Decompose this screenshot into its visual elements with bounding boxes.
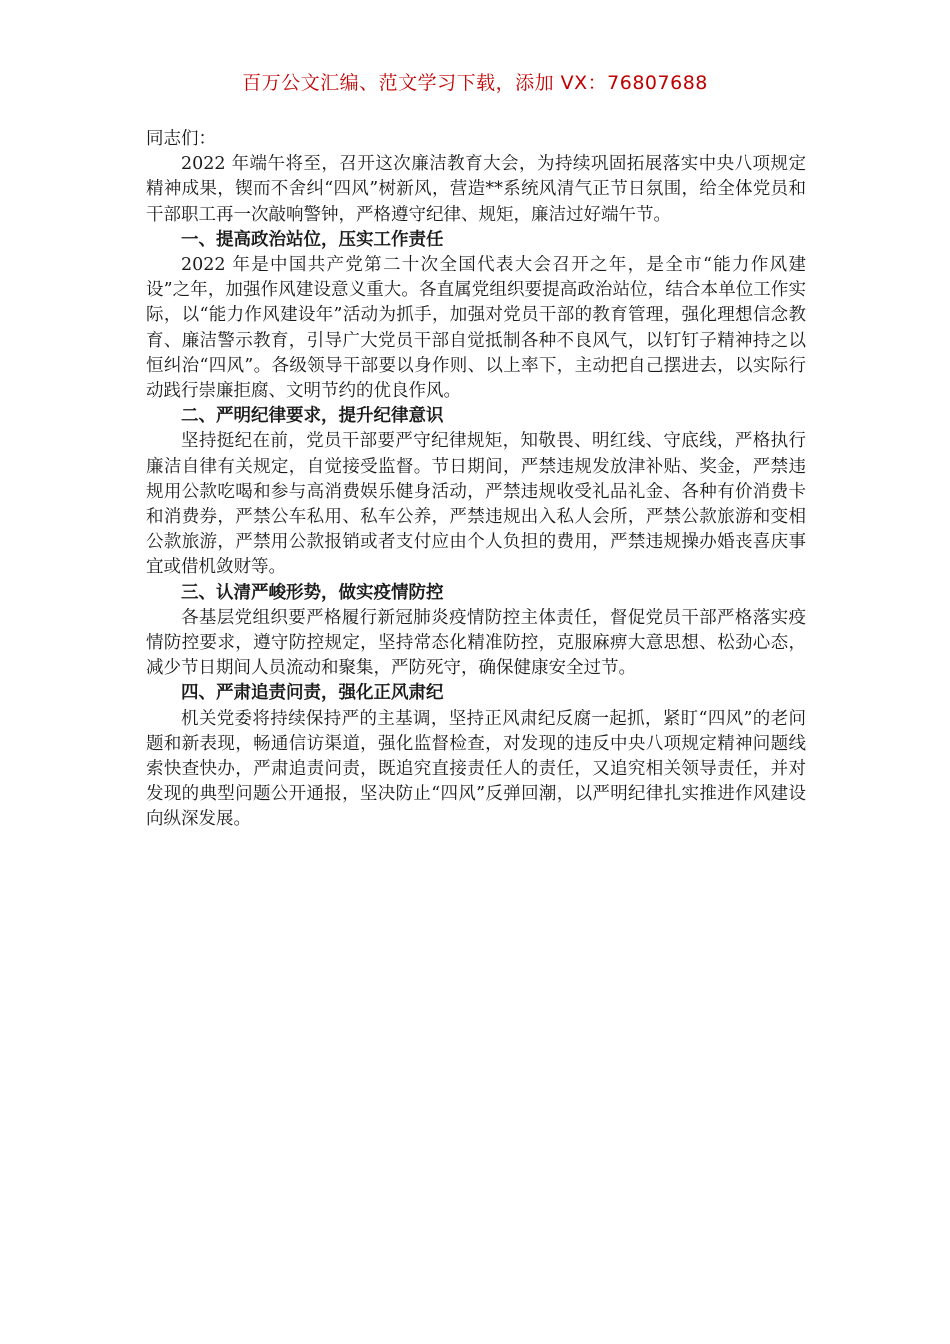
section-heading-2: 二、严明纪律要求，提升纪律意识: [181, 406, 444, 427]
header-banner: 百万公文汇编、范文学习下载，添加 VX：76807688: [242, 72, 708, 94]
section-body-1: 2022 年是中国共产党第二十次全国代表大会召开之年，是全市“能力作风建设”之年，加强作风建设意义重大。各直属党组织要提高政治站位，结合本单位工作实际，以“能力作风建设年”活动为抓手，加强对党员干部的教育管理，强化理想信念教育、廉洁警示教育，引导广大党员干部自觉抵制各种不良风气，以钉钉子精神持之以恒纠治“四风”。各级领导干部要以身作则、以上率下，主动把自己摆进去，以实际行动践行崇廉拒腐、文明节约的优良作风。: [146, 255, 806, 402]
section-body-3: 各基层党组织要严格履行新冠肺炎疫情防控主体责任，督促党员干部严格落实疫情防控要求，遵守防控规定，坚持常态化精准防控，克服麻痹大意思想、松劲心态，减少节日期间人员流动和聚集，严防死守，确保健康安全过节。: [146, 607, 806, 679]
section-heading-4: 四、严肃追责问责，强化正风肃纪: [181, 683, 444, 704]
section-body-2: 坚持挺纪在前，党员干部要严守纪律规矩，知敬畏、明红线、守底线，严格执行廉洁自律有关规定，自觉接受监督。节日期间，严禁违规发放津补贴、奖金，严禁违规用公款吃喝和参与高消费娱乐健身活动，严禁违规收受礼品礼金、各种有价消费卡和消费券，严禁公车私用、私车公养，严禁违规出入私人会所，严禁公款旅游和变相公款旅游，严禁用公款报销或者支付应由个人负担的费用，严禁违规操办婚丧喜庆事宜或借机敛财等。: [146, 431, 806, 578]
section-body-4: 机关党委将持续保持严的主基调，坚持正风肃纪反腐一起抓，紧盯“四风”的老问题和新表现，畅通信访渠道，强化监督检查，对发现的违反中央八项规定精神问题线索快查快办，严肃追责问责，既追究直接责任人的责任，又追究相关领导责任，并对发现的典型问题公开通报，坚决防止“四风”反弹回潮，以严明纪律扎实推进作风建设向纵深发展。: [146, 708, 806, 830]
salutation: 同志们：: [146, 129, 216, 149]
intro-paragraph: 2022 年端午将至，召开这次廉洁教育大会，为持续巩固拓展落实中央八项规定精神成果，锲而不舍纠“四风”树新风，营造**系统风清气正节日氛围，给全体党员和干部职工再一次敲响警钟，严格遵守纪律、规矩，廉洁过好端午节。: [146, 154, 806, 225]
section-heading-3: 三、认清严峻形势，做实疫情防控: [181, 582, 444, 603]
section-heading-1: 一、提高政治站位，压实工作责任: [181, 229, 444, 250]
document-body: [146, 127, 806, 833]
